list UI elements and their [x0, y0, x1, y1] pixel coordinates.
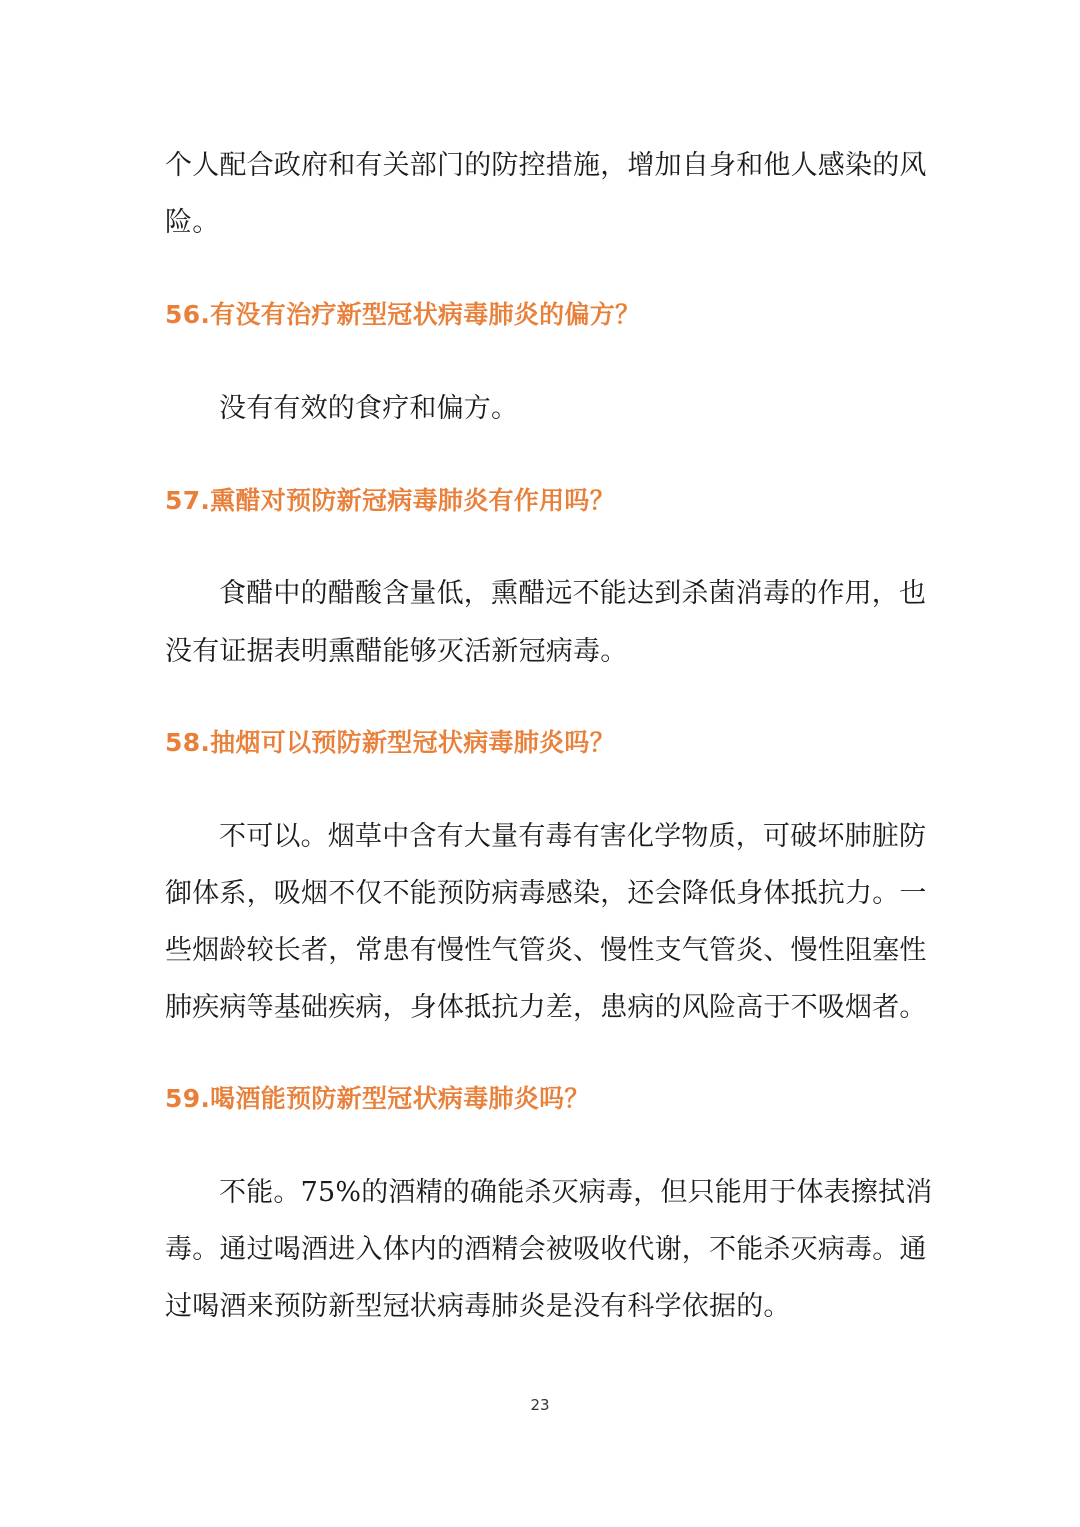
question-57-heading: 57.熏醋对预防新冠病毒肺炎有作用吗？ [165, 486, 615, 515]
intro-line-1: 个人配合政府和有关部门的防控措施，增加自身和他人感染的风 [165, 150, 927, 181]
intro-line-2: 险。 [165, 207, 220, 238]
question-59-heading: 59.喝酒能预防新型冠状病毒肺炎吗？ [165, 1084, 590, 1113]
answer-59-line-2: 毒。通过喝酒进入体内的酒精会被吸收代谢，不能杀灭病毒。通 [165, 1234, 927, 1265]
answer-59-line-1: 不能。75%的酒精的确能杀灭病毒，但只能用于体表擦拭消 [219, 1177, 933, 1208]
answer-58-line-1: 不可以。烟草中含有大量有毒有害化学物质，可破坏肺脏防 [219, 821, 927, 852]
question-58-heading: 58.抽烟可以预防新型冠状病毒肺炎吗？ [165, 728, 615, 757]
question-56-heading: 56.有没有治疗新型冠状病毒肺炎的偏方？ [165, 300, 641, 329]
page-number: 23 [530, 1396, 550, 1414]
answer-59-line-3: 过喝酒来预防新型冠状病毒肺炎是没有科学依据的。 [165, 1291, 791, 1322]
answer-57-line-1: 食醋中的醋酸含量低，熏醋远不能达到杀菌消毒的作用，也 [219, 578, 927, 609]
answer-58-line-4: 肺疾病等基础疾病，身体抵抗力差，患病的风险高于不吸烟者。 [165, 992, 927, 1023]
answer-56-line-1: 没有有效的食疗和偏方。 [219, 393, 519, 424]
answer-58-line-2: 御体系，吸烟不仅不能预防病毒感染，还会降低身体抵抗力。一 [165, 878, 927, 909]
answer-58-line-3: 些烟龄较长者，常患有慢性气管炎、慢性支气管炎、慢性阻塞性 [165, 935, 927, 966]
answer-57-line-2: 没有证据表明熏醋能够灭活新冠病毒。 [165, 636, 628, 667]
